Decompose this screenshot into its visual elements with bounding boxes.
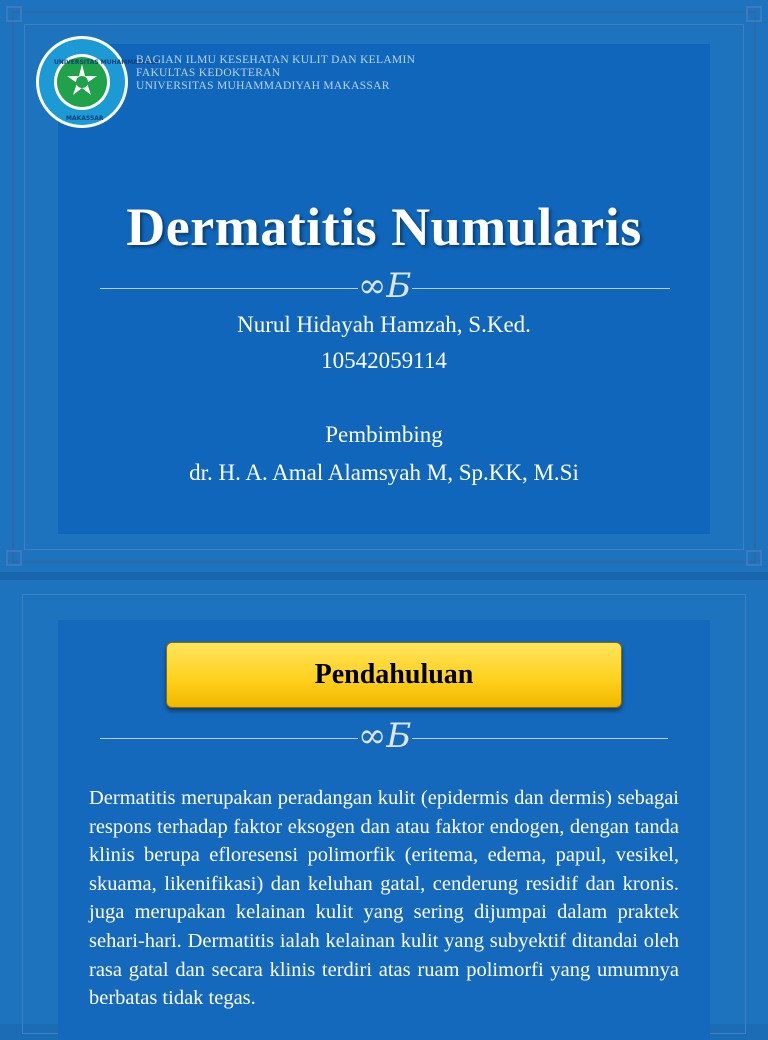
divider-right	[412, 738, 668, 739]
corner-ornament	[746, 6, 762, 22]
flourish-icon: ∞Б	[358, 716, 412, 756]
advisor-label: Pembimbing	[325, 422, 443, 447]
institution-line-1: BAGIAN ILMU KESEHATAN KULIT DAN KELAMIN	[136, 54, 416, 66]
university-seal-icon	[34, 34, 159, 130]
corner-ornament	[6, 6, 22, 22]
seal-text-bottom: MAKASSAR	[66, 115, 104, 122]
flourish-icon: ∞Б	[358, 266, 412, 306]
institution-line-3: UNIVERSITAS MUHAMMADIYAH MAKASSAR	[136, 80, 390, 92]
seal-text-top: UNIVERSITAS MUHAMMADIYAH	[54, 59, 159, 66]
student-id: 10542059114	[321, 348, 447, 373]
divider-right	[412, 288, 670, 289]
intro-paragraph: Dermatitis merupakan peradangan kulit (epidermis dan dermis) sebagai respons terhadap faktor eksogen dan atau faktor endogen, dengan tanda klinis berupa efloresensi polimorfik (eritema, edema, papul, vesikel, skuama, likenifikasi) dan keluhan gatal, cenderung residif dan kronis. juga merupakan kelainan kulit yang sering dijumpai dalam praktek sehari-hari. Dermatitis ialah kelainan kulit yang subyektif ditandai oleh rasa gatal dan secara klinis terdiri atas ruam polimorfi yang umumnya berbatas tidak tegas.	[89, 787, 679, 1010]
divider-left	[100, 738, 358, 739]
divider-left	[100, 288, 358, 289]
advisor-name: dr. H. A. Amal Alamsyah M, Sp.KK, M.Si	[189, 460, 579, 485]
section-heading-banner: Pendahuluan	[166, 642, 622, 708]
slide-separator	[0, 572, 768, 580]
slide-title: Dermatitis Numularis	[126, 197, 642, 257]
author-name: Nurul Hidayah Hamzah, S.Ked.	[237, 312, 531, 337]
corner-ornament	[746, 550, 762, 566]
institution-header	[136, 54, 415, 93]
corner-ornament	[6, 550, 22, 566]
institution-line-2: FAKULTAS KEDOKTERAN	[136, 67, 281, 79]
intro-slide	[0, 580, 768, 1024]
